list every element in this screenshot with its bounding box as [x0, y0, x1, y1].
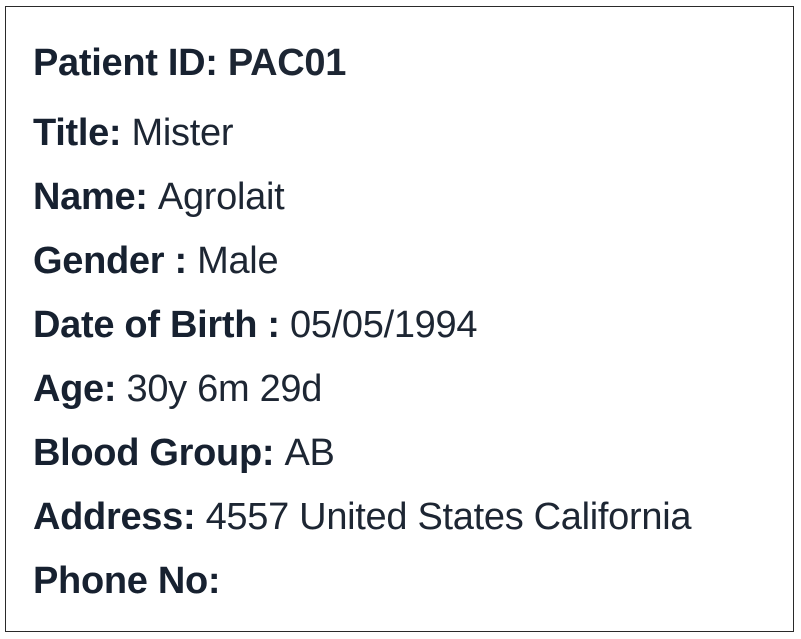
address-row: [33, 485, 691, 549]
blood-group-row: [33, 421, 691, 485]
phone-label: Phone No:: [33, 560, 221, 602]
title-label: Title:: [33, 112, 132, 154]
dob-row: [33, 293, 691, 357]
patient-id-value: PAC01: [227, 42, 347, 84]
patient-field-list: [33, 37, 691, 613]
patient-id-row: [33, 37, 691, 89]
address-label: Address:: [33, 496, 206, 538]
age-value: 30y 6m 29d: [126, 368, 323, 410]
title-row: [33, 101, 691, 165]
patient-info-card: [5, 6, 794, 632]
patient-id-label: Patient ID:: [33, 42, 228, 84]
dob-value: 05/05/1994: [289, 304, 478, 346]
gender-label: Gender :: [33, 240, 198, 282]
name-label: Name:: [33, 176, 158, 218]
gender-row: [33, 229, 691, 293]
phone-row: [33, 549, 691, 613]
name-row: [33, 165, 691, 229]
title-value: Mister: [131, 112, 234, 154]
age-row: [33, 357, 691, 421]
blood-group-label: Blood Group:: [33, 432, 285, 474]
name-value: Agrolait: [157, 176, 285, 218]
blood-group-value: AB: [284, 432, 335, 474]
address-value: 4557 United States California: [205, 496, 692, 538]
dob-label: Date of Birth :: [33, 304, 290, 346]
age-label: Age:: [33, 368, 127, 410]
gender-value: Male: [197, 240, 279, 282]
